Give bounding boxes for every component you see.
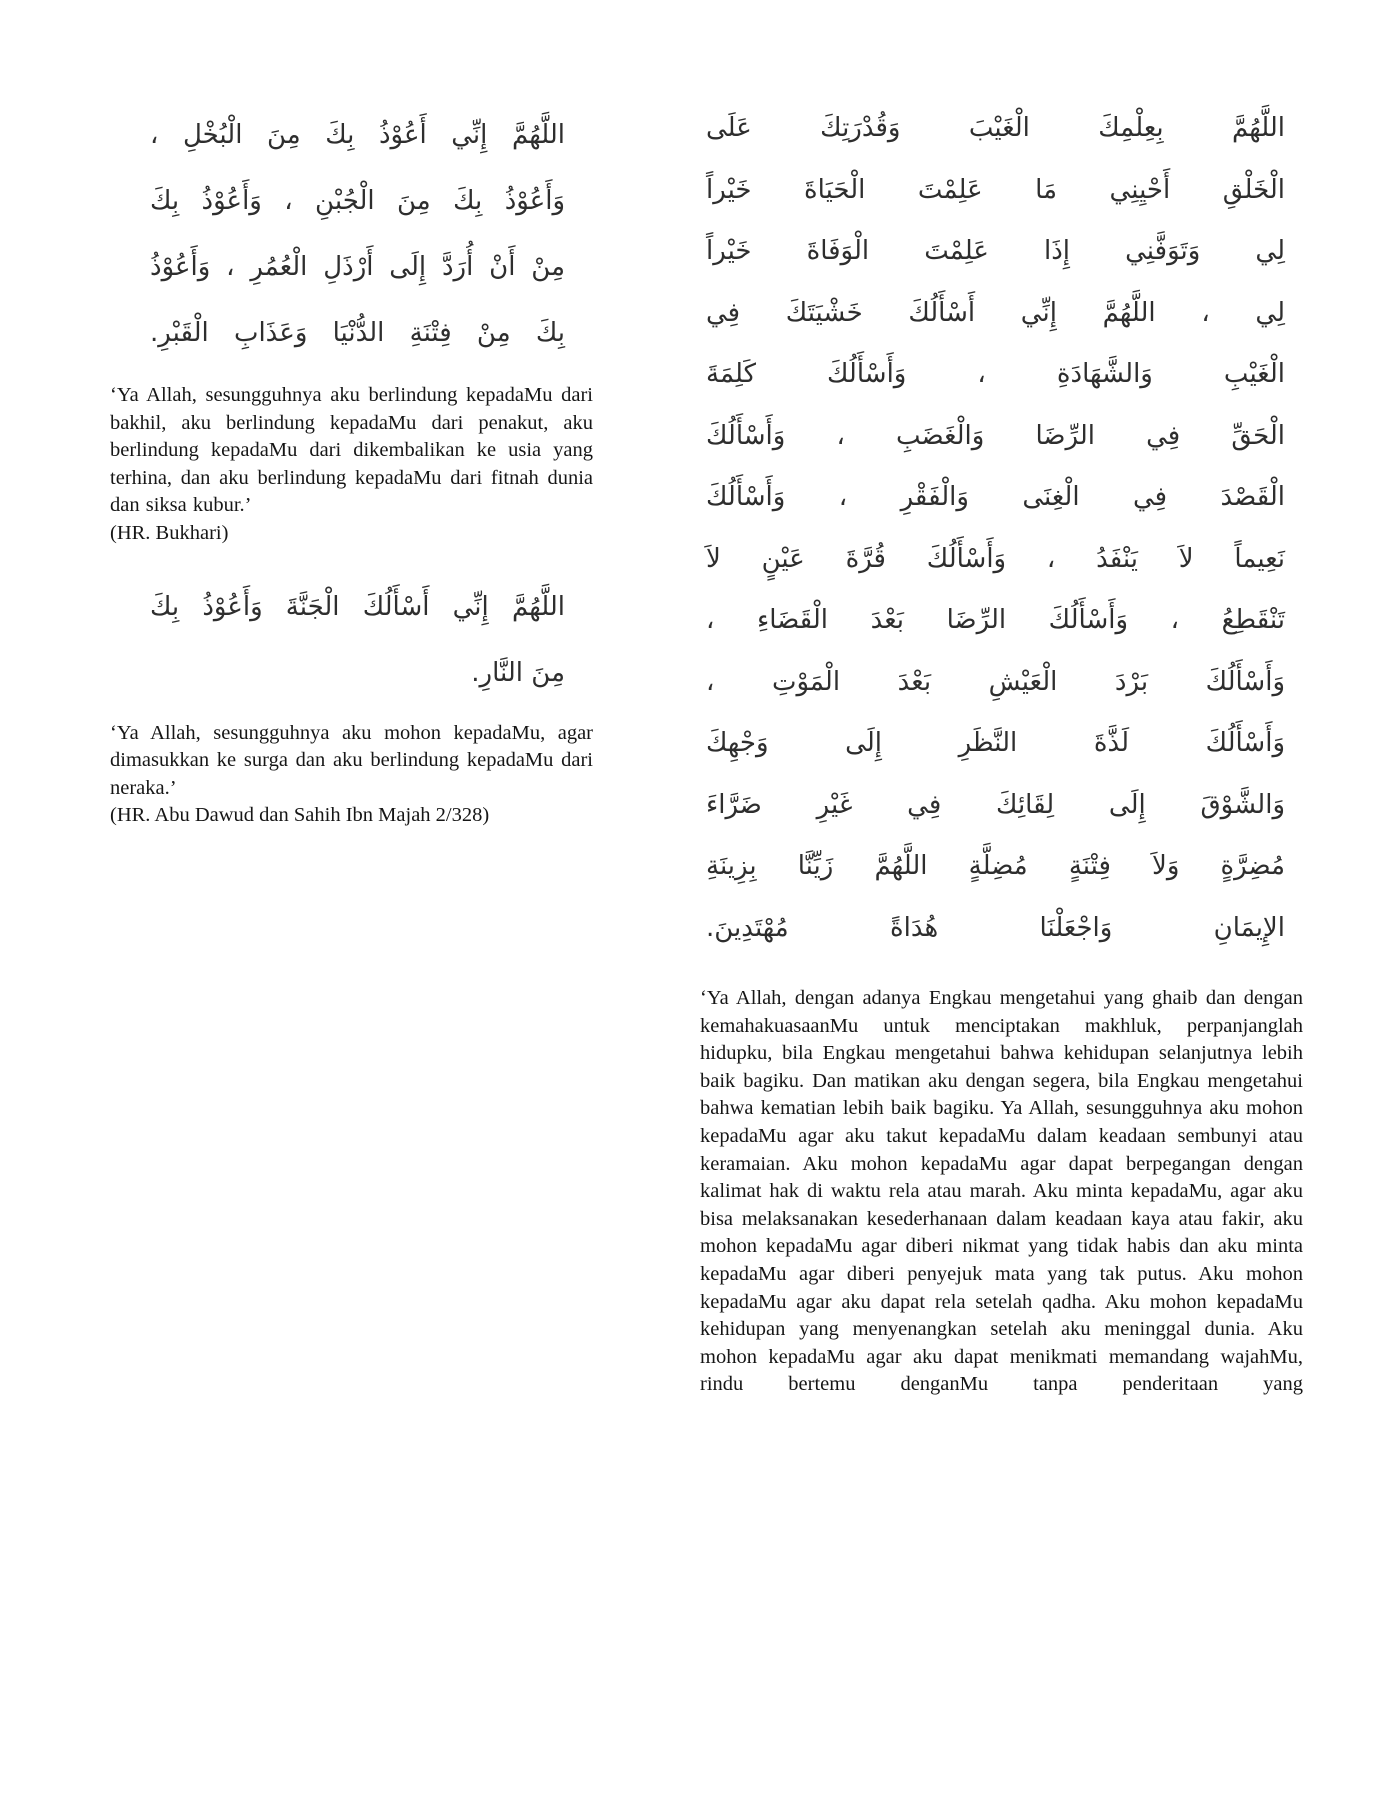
arabic-line: وَأَسْأَلُكَ لَذَّةَ النَّظَرِ إِلَى وَجْهِكَ [706,728,1285,758]
right-column [700,92,1303,1399]
arabic-line: الْقَصْدَ فِي الْغِنَى وَالْفَقْرِ ، وَأَسْأَلُكَ [706,482,1285,512]
arabic-line: وَأَسْأَلُكَ بَرْدَ الْعَيْشِ بَعْدَ الْمَوْتِ ، [706,666,1285,697]
arabic-line: نَعِيماً لاَ يَنْفَدُ ، وَأَسْأَلُكَ قُرَّةَ عَيْنٍ لاَ [706,543,1285,574]
arabic-line: الْخَلْقِ أَحْيِنِي مَا عَلِمْتَ الْحَيَاةَ خَيْراً [706,174,1285,205]
arabic-dua-knowledge-of-ghaib [706,98,1285,959]
arabic-line: اللَّهُمَّ بِعِلْمِكَ الْغَيْبَ وَقُدْرَتِكَ عَلَى [706,113,1285,143]
arabic-line: مِنَ النَّارِ. [471,657,565,688]
arabic-line: اللَّهُمَّ إِنِّي أَسْأَلُكَ الْجَنَّةَ وَأَعُوْذُ بِكَ [150,591,565,622]
arabic-line: وَالشَّوْقَ إِلَى لِقَائِكَ فِي غَيْرِ ضَرَّاءَ [706,789,1285,820]
arabic-line: مِنْ أَنْ أُرَدَّ إِلَى أَرْذَلِ الْعُمُرِ ، وَأَعُوْذُ [150,252,565,282]
arabic-line: بِكَ مِنْ فِتْنَةِ الدُّنْيَا وَعَذَابِ الْقَبْرِ. [150,318,565,348]
arabic-line: لِي ، اللَّهُمَّ إِنِّي أَسْأَلُكَ خَشْيَتَكَ فِي [706,297,1285,328]
hadith-source-abu-dawud-ibn-majah: (HR. Abu Dawud dan Sahih Ibn Majah 2/328) [110,804,490,827]
arabic-line: مُضِرَّةٍ وَلاَ فِتْنَةٍ مُضِلَّةٍ اللَّهُمَّ زَيِّنَّا بِزِينَةِ [706,851,1285,881]
arabic-line: تَنْقَطِعُ ، وَأَسْأَلُكَ الرِّضَا بَعْدَ الْقَضَاءِ ، [706,605,1285,635]
hadith-source-bukhari: (HR. Bukhari) [110,521,229,544]
arabic-line: الْغَيْبِ وَالشَّهَادَةِ ، وَأَسْأَلُكَ كَلِمَةَ [706,359,1285,389]
arabic-dua-seeking-refuge [150,102,565,366]
translation-dua-paradise: ‘Ya Allah, sesungguhnya aku mohon kepadaMu, agar dimasukkan ke surga dan aku berlindung kepadaMu dari neraka.’ [110,721,593,799]
arabic-line: لِي وَتَوَفَّنِي إِذَا عَلِمْتَ الْوَفَاةَ خَيْراً [706,236,1285,266]
arabic-line: الْحَقِّ فِي الرِّضَا وَالْغَضَبِ ، وَأَسْأَلُكَ [706,420,1285,451]
translation-dua-seeking-refuge: ‘Ya Allah, sesungguhnya aku berlindung kepadaMu dari bakhil, aku berlindung kepadaMu dari penakut, aku berlindung kepadaMu dari dikembalikan ke usia yang terhina, dan aku berlindung kepadaMu dari fitnah dunia dan siksa kubur.’ [110,384,593,517]
left-column [110,96,593,830]
arabic-line: وَأَعُوْذُ بِكَ مِنَ الْجُبْنِ ، وَأَعُوْذُ بِكَ [150,186,565,216]
arabic-line: اللَّهُمَّ إِنِّي أَعُوْذُ بِكَ مِنَ الْبُخْلِ ، [150,120,565,150]
arabic-line: الإِيمَانِ وَاجْعَلْنَا هُدَاةً مُهْتَدِينَ. [706,912,1285,943]
arabic-dua-paradise-refuge-fire [150,574,565,706]
translation-dua-knowledge-of-ghaib: ‘Ya Allah, dengan adanya Engkau mengetahui yang ghaib dan dengan kemahakuasaanMu untuk menciptakan makhluk, perpanjanglah hidupku, bila Engkau mengetahui bahwa kehidupan selanjutnya lebih baik bagiku. Dan matikan aku dengan segera, bila Engkau mengetahui bahwa kematian lebih baik bagiku. Ya Allah, sesungguhnya aku mohon kepadaMu agar aku takut kepadaMu dalam keadaan sembunyi atau keramaian. Aku mohon kepadaMu agar dapat berpegangan dengan kalimat hak di waktu rela atau marah. Aku minta kepadaMu, agar aku bisa melaksanakan kesederhanaan dalam keadaan kaya atau fakir, aku mohon kepadaMu agar diberi nikmat yang tidak habis dan aku minta kepadaMu agar diberi penyejuk mata yang tak putus. Aku mohon kepadaMu agar aku dapat rela setelah qadha. Aku mohon kepadaMu kehidupan yang menyenangkan setelah aku meninggal dunia. Aku mohon kepadaMu agar aku dapat menikmati memandang wajahMu, rindu bertemu denganMu tanpa penderitaan yang [700,987,1303,1396]
